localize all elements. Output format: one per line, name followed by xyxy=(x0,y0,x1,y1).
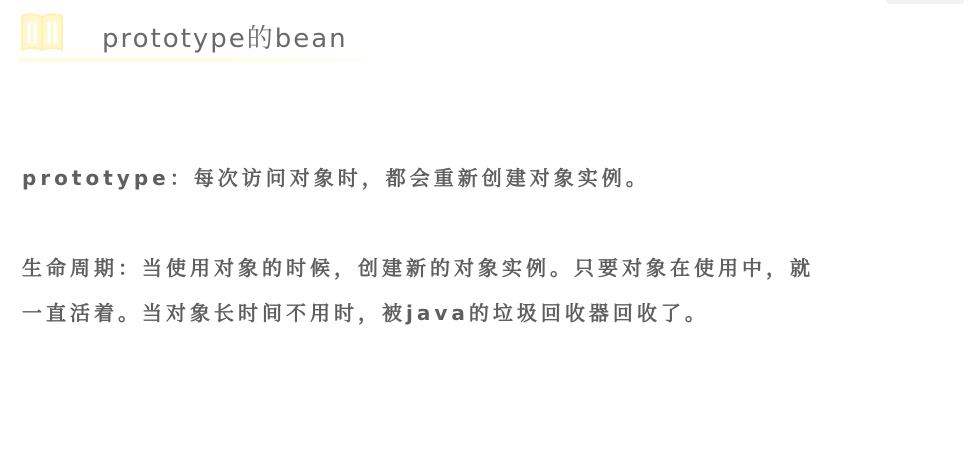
corner-watermark xyxy=(886,0,964,4)
lifecycle-description xyxy=(22,246,962,336)
header-underline xyxy=(18,58,382,62)
page-title: prototype的bean xyxy=(102,24,348,54)
lifecycle-line-1: 生命周期：当使用对象的时候，创建新的对象实例。只要对象在使用中，就 xyxy=(22,256,814,280)
lifecycle-line-2: 一直活着。当对象长时间不用时，被java的垃圾回收器回收了。 xyxy=(22,301,709,325)
section-header xyxy=(18,8,382,62)
book-icon xyxy=(18,10,66,54)
prototype-definition: prototype：每次访问对象时，都会重新创建对象实例。 xyxy=(22,166,650,190)
